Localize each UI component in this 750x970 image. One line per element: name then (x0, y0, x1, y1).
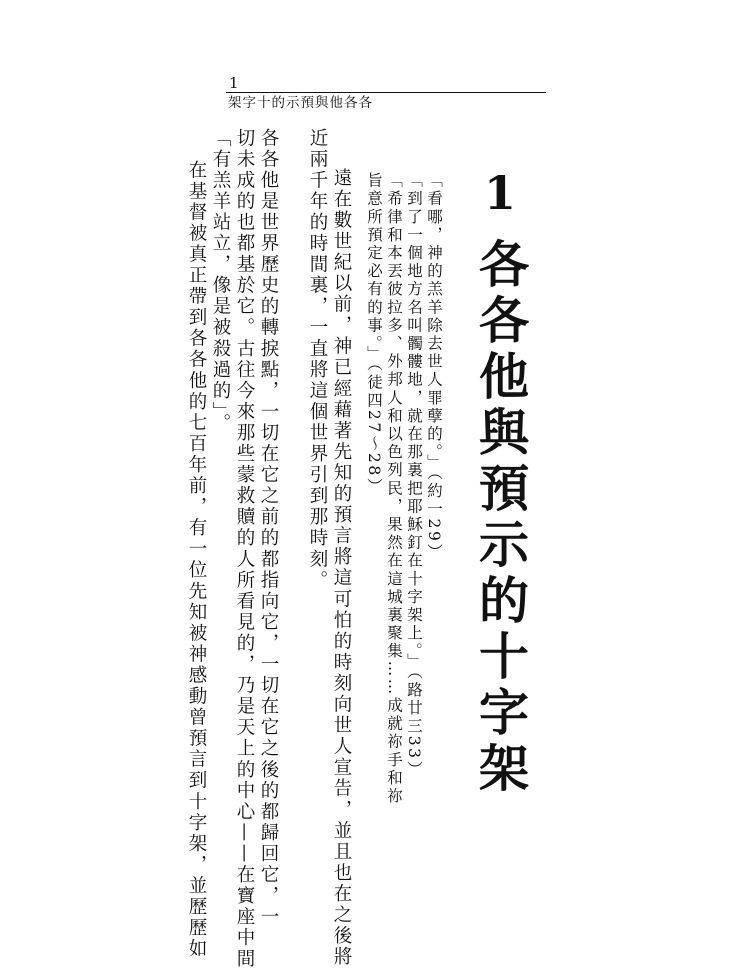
epigraph-line: 「希律和本丟彼拉多、外邦人和以色列民，果然在這城裏聚集……成就祢手和祢 (385, 172, 403, 806)
page-number: 1 (229, 74, 239, 92)
body-text-line: 近兩千年的時間裏，一直將這個世界引到那時刻。 (307, 128, 328, 592)
body-text-line: 「有羔羊站立，像是被殺過的」。 (210, 128, 231, 435)
body-text-line: 各各他是世界歷史的轉捩點，一切在它之前的都指向它，一切在它之後的都歸回它，一 (258, 128, 279, 928)
body-text-line: 遠在數世紀以前，神已經藉著先知的預言將這可怕的時刻向世人宣告，並且也在之後將 (331, 168, 352, 968)
epigraph-line: 「看哪，神的羔羊除去世人罪孽的。」（約一29） (425, 172, 443, 562)
running-header: 架字十的示預與他各各 (228, 95, 373, 111)
header-rule (226, 92, 546, 93)
epigraph-line: 「到了一個地方名叫髑髏地，就在那裏把耶穌釘在十字架上。」（路廿三33） (405, 172, 423, 779)
chapter-number: 1 (483, 166, 516, 220)
chapter-title: 各各他與預示的十字架 (471, 238, 530, 798)
body-text-line: 切未成的也都基於它。古往今來那些蒙救贖的人所看見的，乃是天上的中心——在寶座中間 (234, 128, 255, 970)
body-text-line: 在基督被真正帶到各各他的七百年前，有一位先知被神感動曾預言到十字架，並歷歷如 (186, 160, 207, 960)
epigraph-line: 旨意所預定必有的事。」（徒四27～28） (365, 172, 383, 496)
